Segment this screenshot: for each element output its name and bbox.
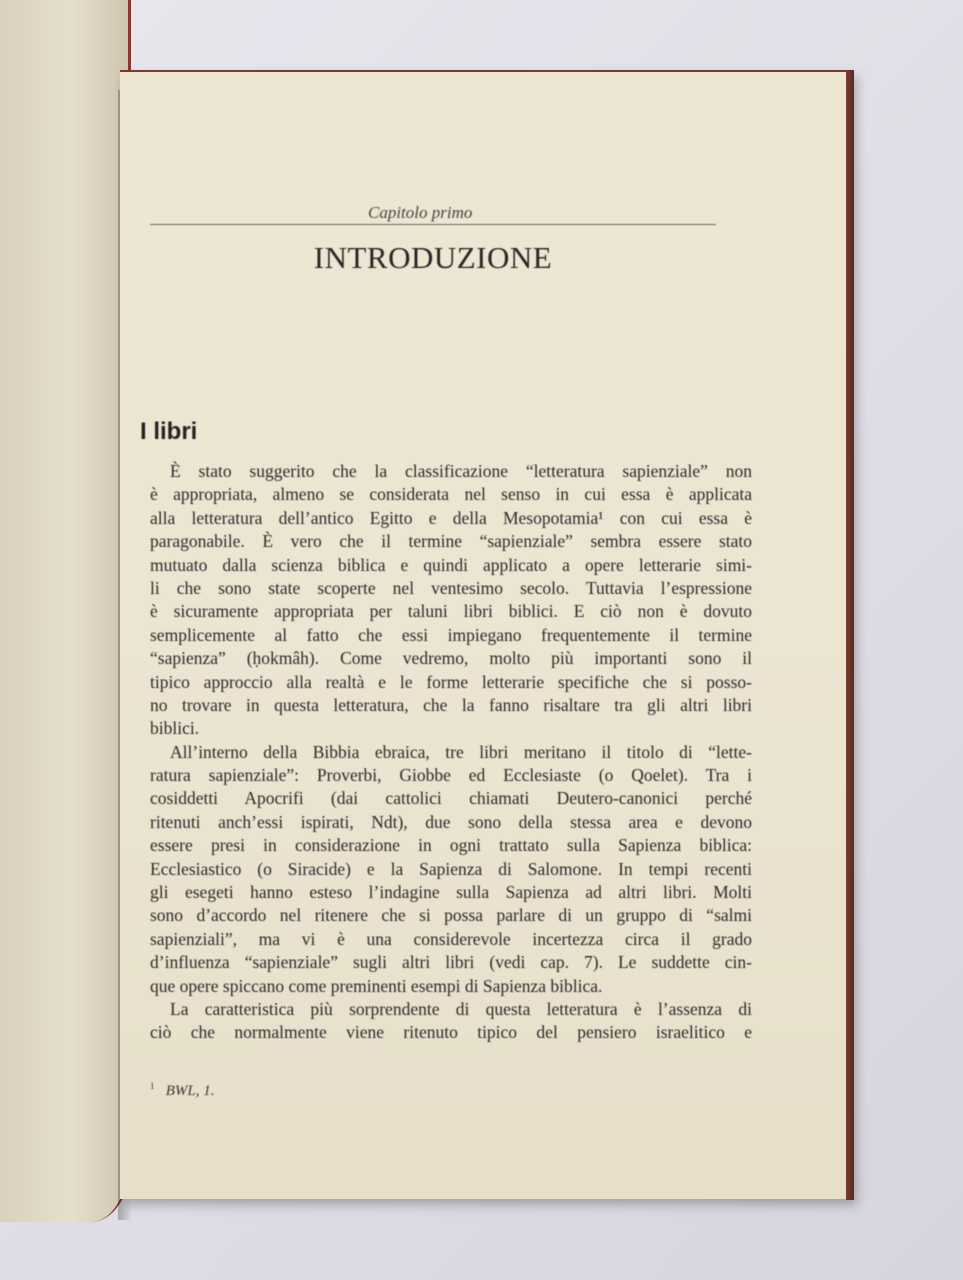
text-line: sapienziali”, ma vi è una considerevole incertezza circa il grado xyxy=(150,928,752,949)
chapter-rule xyxy=(150,224,716,225)
section-heading: I libri xyxy=(140,418,198,445)
text-line: è sicuramente appropriata per taluni libri biblici. E ciò non è dovuto xyxy=(150,601,752,622)
text-line: alla letteratura dell’antico Egitto e della Mesopotamia¹ con cui essa è xyxy=(150,507,752,528)
text-line: biblici. xyxy=(150,718,200,739)
body-text xyxy=(150,460,752,1045)
text-line: ratura sapienziale”: Proverbi, Giobbe ed Ecclesiaste (o Qoelet). Tra i xyxy=(150,765,752,786)
text-line: “sapienza” (ḥokmâh). Come vedremo, molto più importanti sono il xyxy=(150,648,752,669)
chapter-label: Capitolo primo xyxy=(368,203,473,222)
text-line: mutuato dalla scienza biblica e quindi applicato a opere letterarie simi- xyxy=(150,554,752,575)
text-line: ciò che normalmente viene ritenuto tipico del pensiero israelitico e xyxy=(150,1022,752,1043)
text-line: sono d’accordo nel ritenere che si possa parlare di un gruppo di “salmi xyxy=(150,905,752,926)
text-line: paragonabile. È vero che il termine “sapienziale” sembra essere stato xyxy=(150,531,752,552)
text-line: semplicemente al fatto che essi impiegano frequentemente il termine xyxy=(150,624,752,645)
text-line: gli esegeti hanno esteso l’indagine sulla Sapienza ad altri libri. Molti xyxy=(150,882,752,903)
text-line: li che sono state scoperte nel ventesimo secolo. Tuttavia l’espressione xyxy=(150,577,752,598)
book-page xyxy=(120,70,853,1199)
text-line: è appropriata, almeno se considerata nel senso in cui essa è applicata xyxy=(150,484,752,505)
text-line: essere presi in considerazione in ogni trattato sulla Sapienza biblica: xyxy=(150,835,752,856)
footnote xyxy=(150,1081,215,1100)
text-line: ritenuti anch’essi ispirati, Ndt), due sono della stessa area e devono xyxy=(150,811,752,832)
footnote-marker: 1 xyxy=(150,1081,155,1091)
text-line: Ecclesiastico (o Siracide) e la Sapienza di Salomone. In tempi recenti xyxy=(150,858,752,879)
text-line: cosiddetti Apocrifi (dai cattolici chiamati Deutero-canonici perché xyxy=(150,788,752,809)
text-line: d’influenza “sapienziale” sugli altri libri (vedi cap. 7). Le suddette cin- xyxy=(150,952,752,973)
text-line: no trovare in questa letteratura, che la fanno risaltare tra gli altri libri xyxy=(150,694,752,715)
chapter-title: INTRODUZIONE xyxy=(313,240,553,275)
text-line: tipico approccio alla realtà e le forme letterarie specifiche che si posso- xyxy=(150,671,752,692)
page-edge xyxy=(846,70,854,1200)
text-line: All’interno della Bibbia ebraica, tre libri meritano il titolo di “lette- xyxy=(170,741,752,762)
footnote-text: BWL, 1. xyxy=(165,1083,215,1099)
text-line: que opere spiccano come preminenti esempi di Sapienza biblica. xyxy=(150,975,603,996)
text-line: La caratteristica più sorprendente di questa letteratura è l’assenza di xyxy=(170,998,752,1019)
text-line: È stato suggerito che la classificazione “letteratura sapienziale” non xyxy=(170,461,752,481)
left-page xyxy=(0,0,131,1222)
